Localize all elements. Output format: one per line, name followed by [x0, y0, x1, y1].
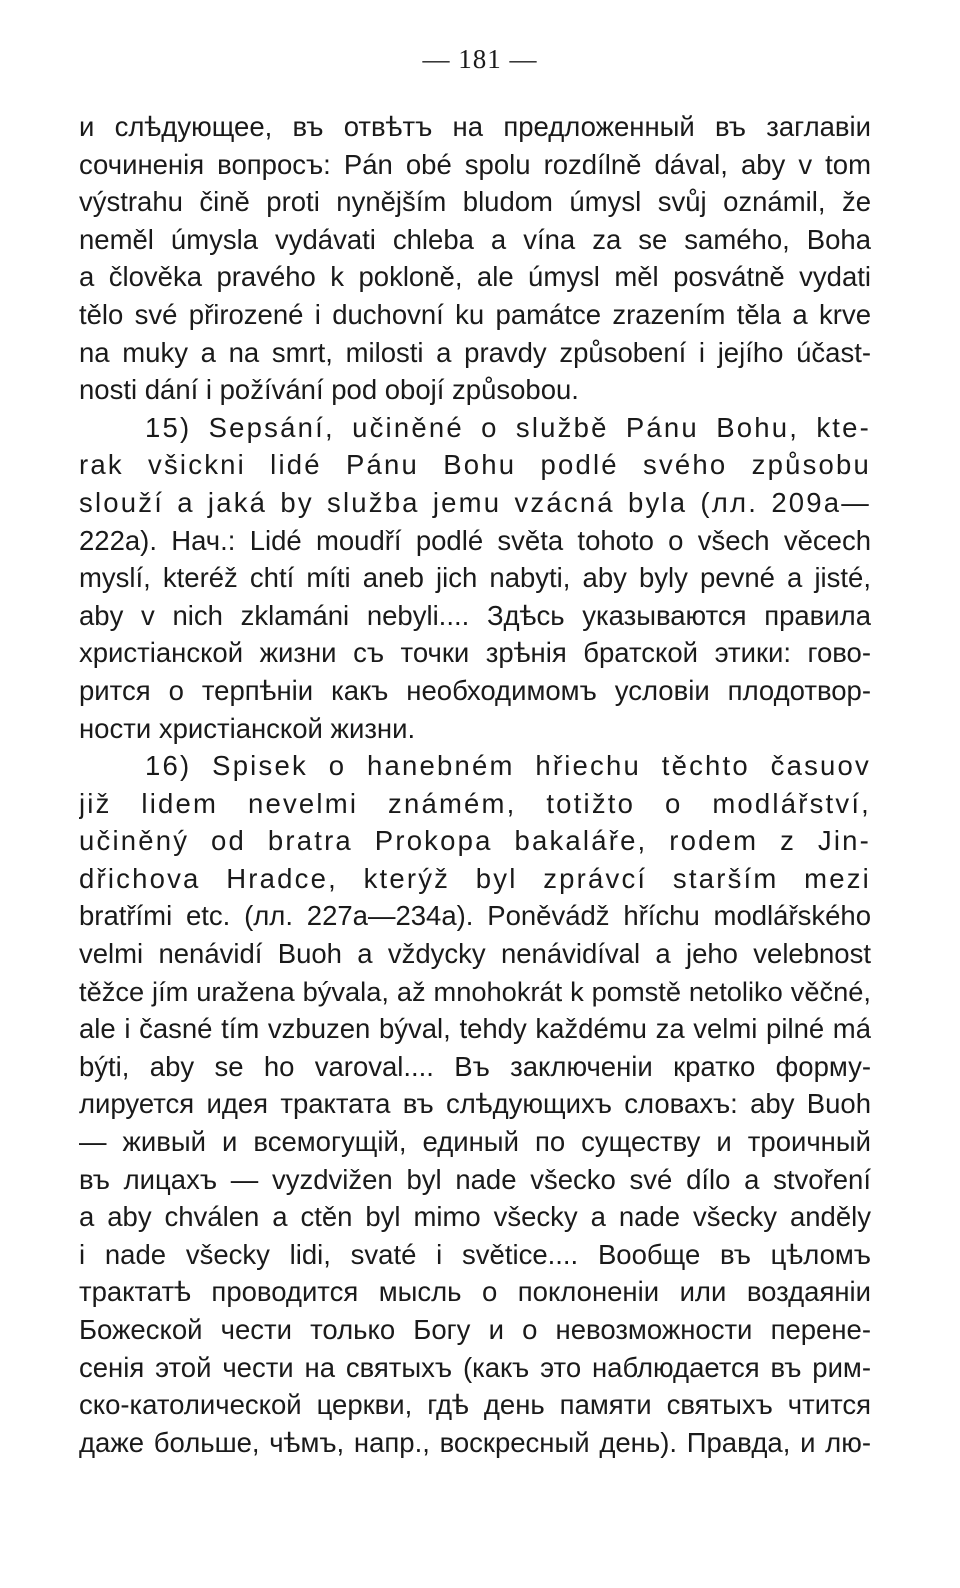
text-line: сенія этой чести на святыхъ (какъ это наблюдается въ рим-: [79, 1351, 871, 1383]
text-line: 222а). Нач.: Lidé moudří podlé světa tohoto o všech věcech: [79, 524, 871, 556]
text-line: aby v nich zklamáni nebyli.... Здѣсь указываются правила: [79, 599, 871, 631]
text-line: и слѣдующее, въ отвѣтъ на предложенный въ заглавіи: [79, 111, 871, 142]
text-line: velmi nenávidí Buoh a vždycky nenávidíval a jeho velebnost: [79, 938, 871, 970]
text-line: ности христіанской жизни.: [79, 712, 416, 744]
text-line: myslí, kteréž chtí míti aneb jich nabyti, aby byly pevné a jisté,: [79, 562, 871, 594]
text-line: рится о терпѣніи какъ необходимомъ условіи плодотвор-: [79, 674, 871, 706]
text-line: въ лицахъ — vyzdvižen byl nade všecko své dílo a stvoření: [79, 1163, 871, 1195]
text-line: těžce jím uražena bývala, až mnohokrát k pomstě netoliko věčné,: [79, 975, 871, 1007]
item-15-heading-line: rak všickni lidé Pánu Bohu podlé svého způsobu: [79, 449, 871, 481]
text-line: лируется идея трактата въ слѣдующихъ словахъ: aby Buoh: [79, 1088, 871, 1120]
text-line: трактатѣ проводится мысль о поклоненіи или воздаяніи: [79, 1276, 871, 1308]
text-line: христіанской жизни съ точки зрѣнія братской этики: гово-: [79, 637, 871, 669]
text-line: býti, aby se ho varoval.... Въ заключеніи кратко форму-: [79, 1050, 871, 1082]
item-15-heading-line: slouží a jaká by služba jemu vzácná byla (лл. 209а—: [79, 486, 871, 518]
item-16-heading-line: již lidem nevelmi známém, totižto o modlářství,: [79, 787, 871, 819]
text-line: ско-католической церкви, гдѣ день памяти святыхъ чтится: [79, 1389, 871, 1421]
text-line: ale i časné tím vzbuzen býval, tehdy každému za velmi pilné má: [79, 1013, 871, 1045]
text-line: a člověka pravého k pokloně, ale úmysl měl posvátně vydati: [79, 261, 871, 293]
text-line: neměl úmysla vydávati chleba a vína za se samého, Boha: [79, 223, 871, 255]
text-line: výstrahu čině proti nynějším bludom úmysl svůj oznámil, že: [79, 186, 871, 218]
text-line: даже больше, чѣмъ, напр., воскресный день). Правда, и лю-: [79, 1426, 871, 1458]
text-line: nosti dání i požívání pod obojí způsobou.: [79, 374, 579, 406]
text-line: na muky a na smrt, milosti a pravdy způsobení i jejího účast-: [79, 336, 871, 368]
text-line: tělo své přirozené i duchovní ku památce zrazením těla a krve: [79, 298, 871, 330]
page-number: — 181 —: [422, 44, 538, 74]
item-16-heading-line: učiněný od bratra Prokopa bakaláře, rodem z Jin-: [79, 825, 871, 857]
text-line: Божеской чести только Богу и о невозможности перене-: [79, 1314, 871, 1345]
item-16-heading-line: 16) Spisek o hanebném hřiechu těchto časuov: [145, 750, 871, 782]
item-16-heading-line: dřichova Hradce, kterýž byl zprávcí starším mezi: [79, 862, 871, 894]
text-line: bratřími etc. (лл. 227а—234а). Poněvádž hříchu modlářského: [79, 900, 871, 932]
text-line: сочиненія вопросъ: Pán obé spolu rozdílně dával, aby v tom: [79, 148, 871, 180]
text-line: — живый и всемогущій, единый по существу и троичный: [79, 1126, 871, 1158]
body-text: [79, 108, 871, 1461]
text-line: a aby chválen a ctěn byl mimo všecky a nade všecky anděly: [79, 1201, 871, 1233]
text-line: i nade všecky lidi, svaté i světice.... Вообще въ цѣломъ: [79, 1238, 871, 1270]
item-15-heading-line: 15) Sepsání, učiněné o službě Pánu Bohu, kte-: [145, 411, 871, 443]
